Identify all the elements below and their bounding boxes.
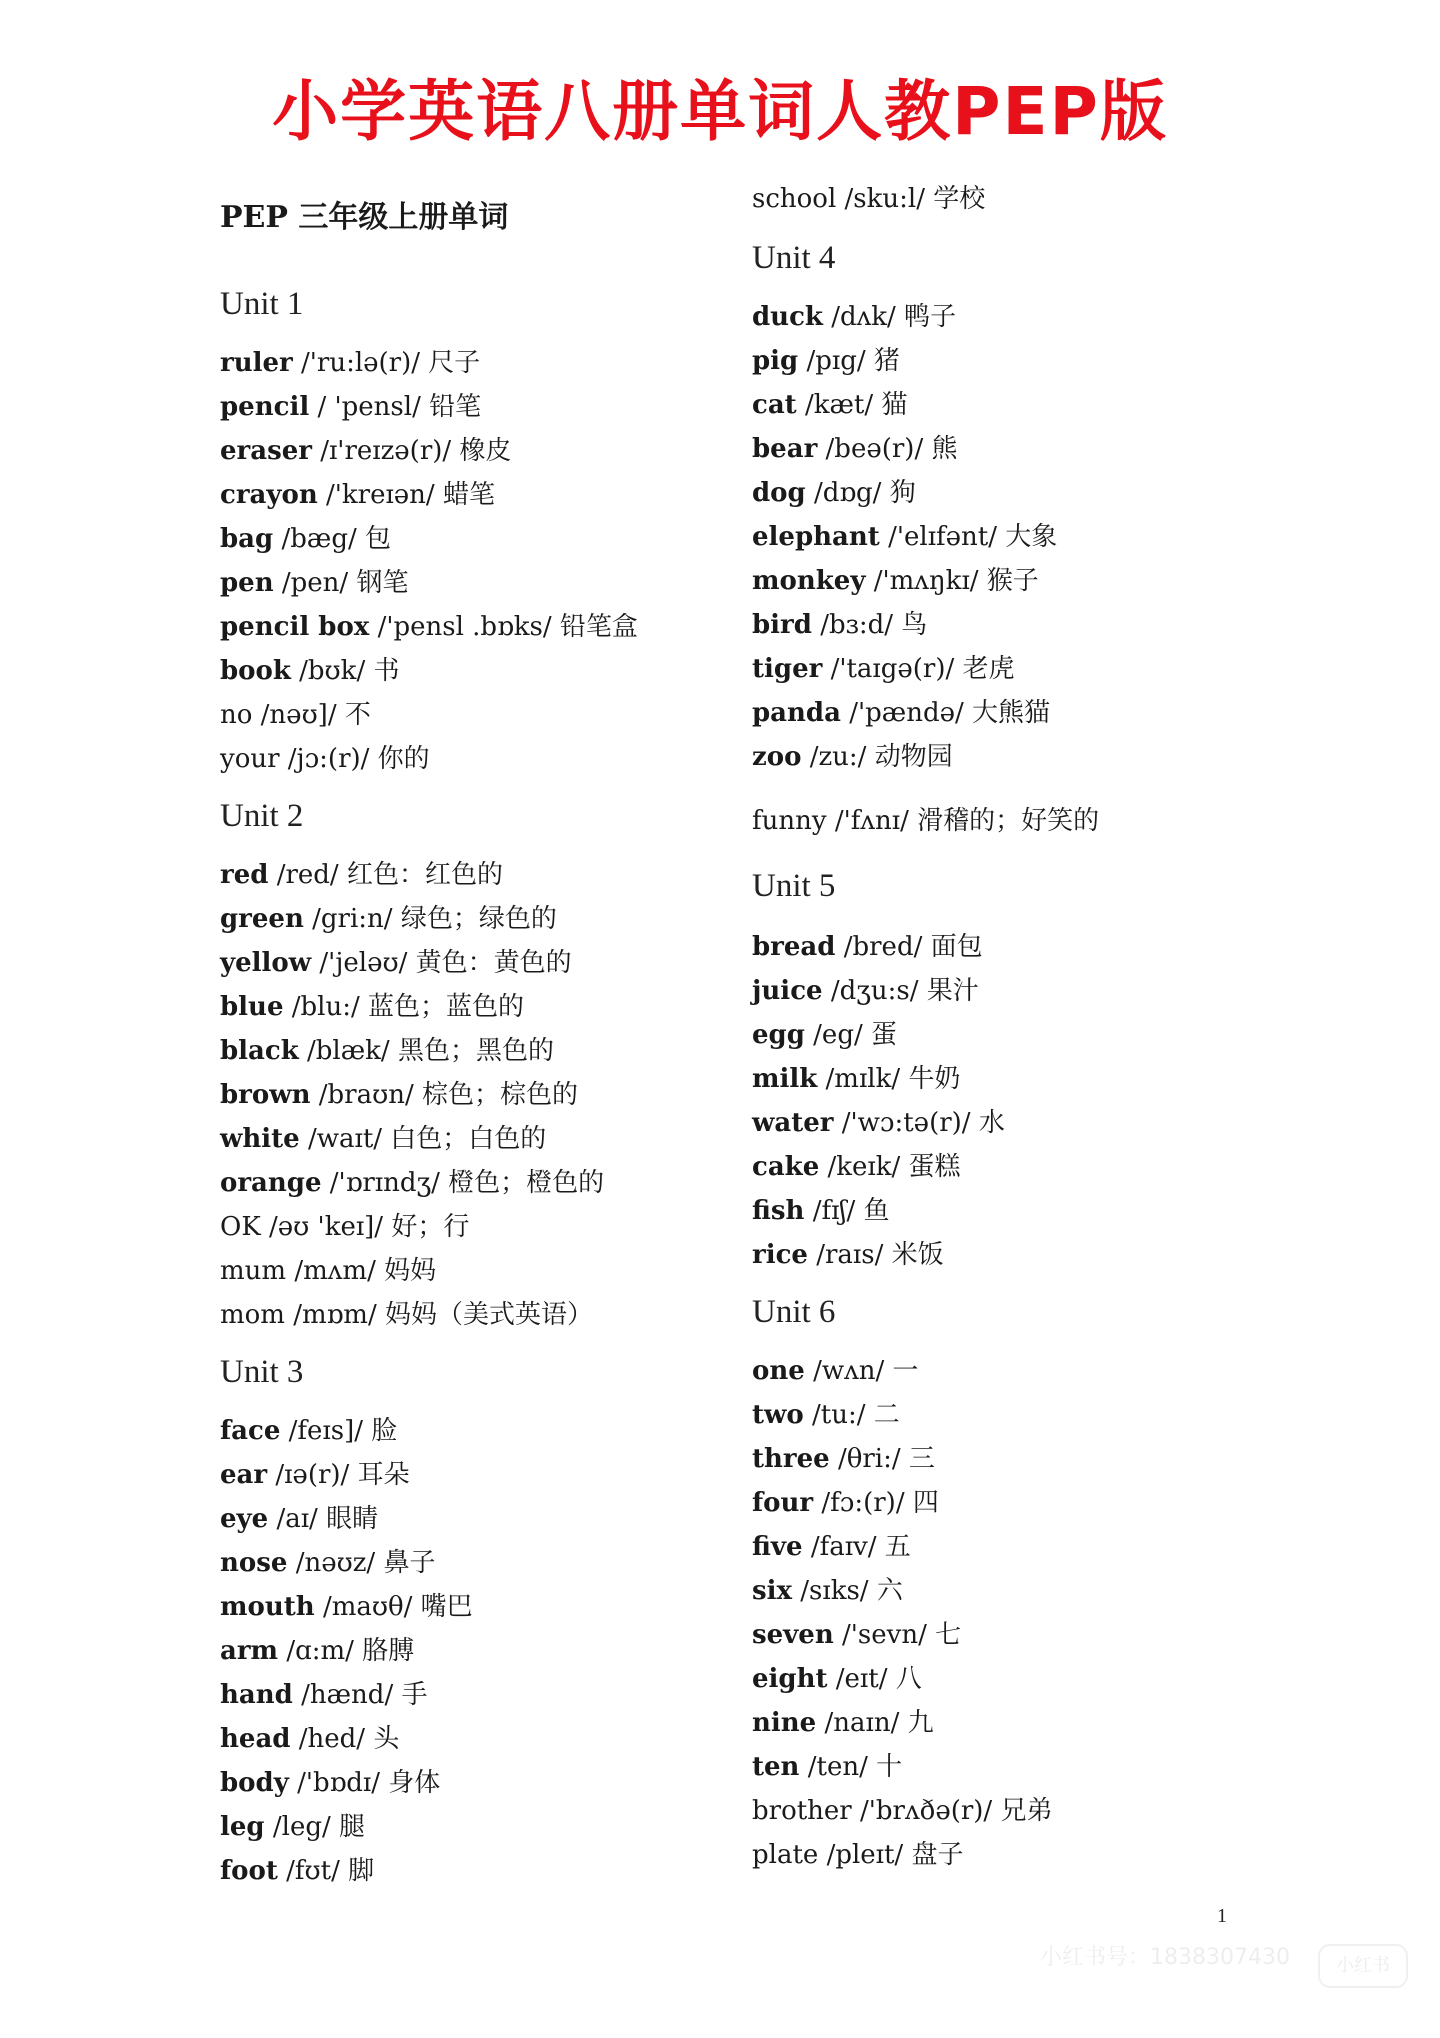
english-word: mum [220, 1256, 287, 1286]
watermark-logo: 小红书 [1318, 1944, 1408, 1988]
phonetic: /mɒm/ [293, 1300, 377, 1330]
phonetic: /nəʊz/ [295, 1548, 376, 1578]
chinese-meaning: 八 [895, 1664, 922, 1694]
vocab-entry [752, 1664, 922, 1694]
phonetic: /beə(r)/ [825, 434, 924, 464]
phonetic: /blæk/ [307, 1036, 390, 1066]
english-word: eight [752, 1664, 828, 1694]
phonetic: /əʊ 'keɪ]/ [269, 1212, 384, 1242]
chinese-meaning: 滑稽的；好笑的 [917, 806, 1100, 836]
phonetic: /nəʊ]/ [260, 700, 337, 730]
english-word: panda [752, 698, 841, 728]
phonetic: /gri:n/ [312, 904, 393, 934]
english-word: six [752, 1576, 793, 1606]
phonetic: /dʒu:s/ [830, 976, 919, 1006]
chinese-meaning: 动物园 [874, 742, 953, 772]
english-word: ear [220, 1460, 268, 1490]
vocab-entry [752, 1796, 1052, 1826]
phonetic: /dʌk/ [831, 302, 896, 332]
english-word: bread [752, 932, 836, 962]
chinese-meaning: 七 [935, 1620, 962, 1650]
page-number: 1 [1217, 1905, 1227, 1927]
english-word: mouth [220, 1592, 315, 1622]
chinese-meaning: 耳朵 [357, 1460, 410, 1490]
vocab-entry [220, 1212, 469, 1242]
english-word: milk [752, 1064, 818, 1094]
chinese-meaning: 尺子 [428, 348, 481, 378]
vocab-entry [220, 1592, 473, 1622]
vocab-entry [220, 1460, 410, 1490]
phonetic: /'fʌnɪ/ [834, 806, 909, 836]
english-word: yellow [220, 948, 312, 978]
vocab-entry [752, 1752, 902, 1782]
phonetic: /faɪv/ [810, 1532, 877, 1562]
vocab-entry [752, 522, 1057, 552]
vocab-entry [752, 698, 1050, 728]
phonetic: /ɪə(r)/ [275, 1460, 350, 1490]
chinese-meaning: 妈妈（美式英语） [384, 1300, 593, 1330]
vocab-entry [220, 860, 503, 890]
phonetic: /ten/ [807, 1752, 868, 1782]
english-word: fish [752, 1196, 805, 1226]
chinese-meaning: 铅笔 [429, 392, 482, 422]
vocab-entry [752, 1240, 944, 1270]
phonetic: /naɪn/ [824, 1708, 900, 1738]
chinese-meaning: 黄色：黄色的 [415, 948, 572, 978]
chinese-meaning: 狗 [889, 478, 916, 508]
english-word: three [752, 1444, 830, 1474]
chinese-meaning: 果汁 [926, 976, 979, 1006]
chinese-meaning: 手 [401, 1680, 428, 1710]
vocab-entry [220, 348, 480, 378]
phonetic: /bɜ:d/ [820, 610, 893, 640]
english-word: no [220, 700, 253, 730]
phonetic: /'sevn/ [842, 1620, 927, 1650]
english-word: monkey [752, 566, 866, 596]
phonetic: /'bɒdɪ/ [297, 1768, 380, 1798]
chinese-meaning: 好；行 [391, 1212, 470, 1242]
chinese-meaning: 腿 [339, 1812, 366, 1842]
vocab-entry [220, 904, 557, 934]
vocab-entry [220, 1724, 399, 1754]
chinese-meaning: 妈妈 [384, 1256, 437, 1286]
phonetic: /'taɪgə(r)/ [830, 654, 955, 684]
chinese-meaning: 二 [873, 1400, 900, 1430]
chinese-meaning: 四 [912, 1488, 939, 1518]
vocab-entry [220, 1636, 414, 1666]
chinese-meaning: 绿色；绿色的 [400, 904, 557, 934]
vocab-entry [752, 976, 979, 1006]
chinese-meaning: 十 [876, 1752, 903, 1782]
phonetic: /kæt/ [804, 390, 874, 420]
english-word: blue [220, 992, 284, 1022]
phonetic: /ɑ:m/ [286, 1636, 354, 1666]
english-word: arm [220, 1636, 279, 1666]
vocab-entry [220, 436, 511, 466]
phonetic: /sɪks/ [800, 1576, 869, 1606]
chinese-meaning: 橡皮 [459, 436, 512, 466]
chinese-meaning: 一 [892, 1356, 919, 1386]
chinese-meaning: 红色：红色的 [346, 860, 503, 890]
vocab-entry [220, 1768, 440, 1798]
vocab-entry [220, 568, 408, 598]
english-word: pencil [220, 392, 310, 422]
vocab-entry [752, 1444, 935, 1474]
unit-heading: Unit 2 [220, 798, 304, 834]
english-word: face [220, 1416, 281, 1446]
vocab-entry [220, 1168, 604, 1198]
english-word: book [220, 656, 291, 686]
phonetic: /'pensl .bɒks/ [377, 612, 552, 642]
unit-heading: Unit 3 [220, 1354, 304, 1390]
phonetic: /waɪt/ [307, 1124, 383, 1154]
vocab-entry [220, 1124, 546, 1154]
english-word: pencil box [220, 612, 370, 642]
chinese-meaning: 三 [908, 1444, 935, 1474]
vocab-entry [220, 524, 391, 554]
phonetic: /fʊt/ [286, 1856, 340, 1886]
english-word: juice [752, 976, 823, 1006]
phonetic: /θri:/ [837, 1444, 901, 1474]
phonetic: / 'pensl/ [317, 392, 421, 422]
vocab-entry [752, 1064, 960, 1094]
chinese-meaning: 身体 [388, 1768, 441, 1798]
english-word: nose [220, 1548, 288, 1578]
vocab-entry [752, 1152, 961, 1182]
chinese-meaning: 头 [373, 1724, 400, 1754]
vocab-entry [752, 932, 983, 962]
vocab-entry [752, 566, 1039, 596]
phonetic: /bæg/ [281, 524, 357, 554]
vocab-entry [220, 992, 524, 1022]
watermark: 小红书号：1838307430 [1040, 1945, 1290, 1970]
phonetic: /mʌm/ [294, 1256, 376, 1286]
vocab-entry [220, 1416, 397, 1446]
english-word: pen [220, 568, 274, 598]
vocab-entry [752, 478, 916, 508]
chinese-meaning: 蛋 [871, 1020, 898, 1050]
phonetic: /'wɔ:tə(r)/ [841, 1108, 971, 1138]
chinese-meaning: 熊 [931, 434, 958, 464]
english-word: eye [220, 1504, 269, 1534]
chinese-meaning: 橙色；橙色的 [448, 1168, 605, 1198]
vocab-entry [752, 1620, 961, 1650]
phonetic: /blu:/ [291, 992, 360, 1022]
chinese-meaning: 九 [907, 1708, 934, 1738]
section-heading: PEP 三年级上册单词 [220, 200, 509, 235]
chinese-meaning: 眼睛 [326, 1504, 379, 1534]
chinese-meaning: 白色；白色的 [390, 1124, 547, 1154]
english-word: elephant [752, 522, 880, 552]
english-word: water [752, 1108, 834, 1138]
chinese-meaning: 鸟 [901, 610, 928, 640]
chinese-meaning: 牛奶 [908, 1064, 961, 1094]
english-word: funny [752, 806, 827, 836]
english-word: mom [220, 1300, 285, 1330]
phonetic: /sku:l/ [844, 184, 925, 214]
vocab-entry [752, 610, 927, 640]
english-word: cat [752, 390, 797, 420]
phonetic: /pɪg/ [806, 346, 866, 376]
vocab-entry [752, 654, 1015, 684]
chinese-meaning: 你的 [377, 744, 430, 774]
phonetic: /bʊk/ [299, 656, 366, 686]
english-word: bag [220, 524, 274, 554]
vocab-entry [752, 390, 907, 420]
vocab-entry [752, 1840, 963, 1870]
vocab-entry [752, 434, 957, 464]
vocab-entry [752, 1356, 919, 1386]
chinese-meaning: 六 [876, 1576, 903, 1606]
phonetic: /mɪlk/ [825, 1064, 901, 1094]
unit-heading: Unit 5 [752, 868, 836, 904]
vocab-entry [752, 184, 985, 214]
chinese-meaning: 钢笔 [356, 568, 409, 598]
chinese-meaning: 脸 [371, 1416, 398, 1446]
phonetic: /'elɪfənt/ [888, 522, 997, 552]
chinese-meaning: 胳膊 [362, 1636, 415, 1666]
chinese-meaning: 学校 [933, 184, 986, 214]
chinese-meaning: 书 [373, 656, 400, 686]
phonetic: /'kreɪən/ [326, 480, 435, 510]
chinese-meaning: 蜡笔 [442, 480, 495, 510]
chinese-meaning: 五 [884, 1532, 911, 1562]
phonetic: /zu:/ [809, 742, 867, 772]
phonetic: /tu:/ [812, 1400, 866, 1430]
english-word: rice [752, 1240, 808, 1270]
english-word: eraser [220, 436, 312, 466]
vocab-entry [752, 1400, 900, 1430]
vocab-entry [220, 700, 371, 730]
english-word: your [220, 744, 280, 774]
phonetic: /eg/ [813, 1020, 863, 1050]
english-word: egg [752, 1020, 805, 1050]
english-word: two [752, 1400, 804, 1430]
chinese-meaning: 面包 [930, 932, 983, 962]
vocab-entry [752, 806, 1099, 836]
chinese-meaning: 兄弟 [1000, 1796, 1053, 1826]
phonetic: /raɪs/ [816, 1240, 884, 1270]
english-word: OK [220, 1212, 261, 1242]
vocab-entry [220, 656, 399, 686]
english-word: brown [220, 1080, 311, 1110]
english-word: dog [752, 478, 806, 508]
vocab-entry [220, 612, 638, 642]
english-word: tiger [752, 654, 823, 684]
chinese-meaning: 水 [978, 1108, 1005, 1138]
unit-heading: Unit 6 [752, 1294, 836, 1330]
vocab-entry [220, 948, 572, 978]
english-word: ruler [220, 348, 293, 378]
chinese-meaning: 盘子 [911, 1840, 964, 1870]
vocab-entry [752, 1108, 1005, 1138]
chinese-meaning: 猴子 [986, 566, 1039, 596]
phonetic: /red/ [276, 860, 339, 890]
english-word: school [752, 184, 837, 214]
phonetic: /braʊn/ [318, 1080, 414, 1110]
chinese-meaning: 铅笔盒 [559, 612, 638, 642]
chinese-meaning: 棕色；棕色的 [422, 1080, 579, 1110]
english-word: brother [752, 1796, 852, 1826]
english-word: bird [752, 610, 812, 640]
english-word: orange [220, 1168, 322, 1198]
phonetic: /'brʌðə(r)/ [860, 1796, 993, 1826]
phonetic: /ɪ'reɪzə(r)/ [320, 436, 452, 466]
chinese-meaning: 包 [365, 524, 392, 554]
vocab-entry [220, 1548, 435, 1578]
chinese-meaning: 鸭子 [904, 302, 957, 332]
chinese-meaning: 脚 [348, 1856, 375, 1886]
english-word: green [220, 904, 304, 934]
chinese-meaning: 嘴巴 [420, 1592, 473, 1622]
vocab-entry [220, 1504, 378, 1534]
vocab-entry [220, 1680, 427, 1710]
english-word: hand [220, 1680, 293, 1710]
vocab-entry [220, 1256, 436, 1286]
phonetic: /leg/ [272, 1812, 331, 1842]
vocab-entry [220, 480, 495, 510]
vocab-entry [220, 1036, 554, 1066]
english-word: zoo [752, 742, 802, 772]
phonetic: /'ɒrɪndʒ/ [329, 1168, 440, 1198]
vocab-entry [220, 1856, 374, 1886]
english-word: foot [220, 1856, 278, 1886]
phonetic: /wʌn/ [813, 1356, 885, 1386]
english-word: duck [752, 302, 823, 332]
phonetic: /'jeləʊ/ [319, 948, 408, 978]
phonetic: /hed/ [298, 1724, 366, 1754]
phonetic: /bred/ [843, 932, 923, 962]
chinese-meaning: 黑色；黑色的 [397, 1036, 554, 1066]
phonetic: /'pændə/ [849, 698, 964, 728]
phonetic: /'mʌŋkɪ/ [873, 566, 979, 596]
vocab-entry [752, 1488, 939, 1518]
vocab-entry [220, 744, 430, 774]
chinese-meaning: 米饭 [891, 1240, 944, 1270]
phonetic: /feɪs]/ [288, 1416, 364, 1446]
vocab-entry [752, 1708, 934, 1738]
chinese-meaning: 蛋糕 [908, 1152, 961, 1182]
chinese-meaning: 蓝色；蓝色的 [368, 992, 525, 1022]
chinese-meaning: 鼻子 [383, 1548, 436, 1578]
english-word: white [220, 1124, 300, 1154]
chinese-meaning: 大熊猫 [972, 698, 1051, 728]
vocab-entry [752, 1576, 903, 1606]
page-title: 小学英语八册单词人教PEP版 [272, 73, 1168, 150]
phonetic: /hænd/ [301, 1680, 394, 1710]
phonetic: /maʊθ/ [322, 1592, 413, 1622]
vocab-entry [220, 1812, 365, 1842]
english-word: black [220, 1036, 299, 1066]
english-word: nine [752, 1708, 817, 1738]
phonetic: /pleɪt/ [826, 1840, 904, 1870]
english-word: seven [752, 1620, 834, 1650]
phonetic: /pen/ [281, 568, 349, 598]
english-word: four [752, 1488, 814, 1518]
vocab-entry [220, 1080, 578, 1110]
english-word: head [220, 1724, 291, 1754]
vocab-entry [752, 742, 953, 772]
english-word: red [220, 860, 269, 890]
english-word: plate [752, 1840, 819, 1870]
english-word: bear [752, 434, 818, 464]
vocab-entry [752, 346, 900, 376]
phonetic: /eɪt/ [835, 1664, 888, 1694]
chinese-meaning: 猫 [881, 390, 908, 420]
vocab-entry [752, 1196, 890, 1226]
phonetic: /keɪk/ [827, 1152, 901, 1182]
phonetic: /fɪʃ/ [812, 1196, 856, 1226]
phonetic: /aɪ/ [276, 1504, 318, 1534]
phonetic: /dɒg/ [813, 478, 882, 508]
english-word: ten [752, 1752, 800, 1782]
english-word: cake [752, 1152, 820, 1182]
english-word: pig [752, 346, 799, 376]
vocab-entry [220, 392, 481, 422]
phonetic: /'ru:lə(r)/ [300, 348, 421, 378]
chinese-meaning: 老虎 [962, 654, 1015, 684]
vocab-entry [752, 1532, 911, 1562]
phonetic: /jɔ:(r)/ [287, 744, 370, 774]
phonetic: /fɔ:(r)/ [821, 1488, 905, 1518]
english-word: leg [220, 1812, 265, 1842]
vocab-entry [752, 302, 956, 332]
unit-heading: Unit 4 [752, 240, 836, 276]
english-word: crayon [220, 480, 318, 510]
unit-heading: Unit 1 [220, 286, 304, 322]
chinese-meaning: 不 [344, 700, 371, 730]
vocab-entry [752, 1020, 897, 1050]
chinese-meaning: 大象 [1005, 522, 1058, 552]
chinese-meaning: 猪 [873, 346, 900, 376]
chinese-meaning: 鱼 [863, 1196, 890, 1226]
english-word: one [752, 1356, 805, 1386]
english-word: body [220, 1768, 289, 1798]
english-word: five [752, 1532, 803, 1562]
vocab-entry [220, 1300, 593, 1330]
